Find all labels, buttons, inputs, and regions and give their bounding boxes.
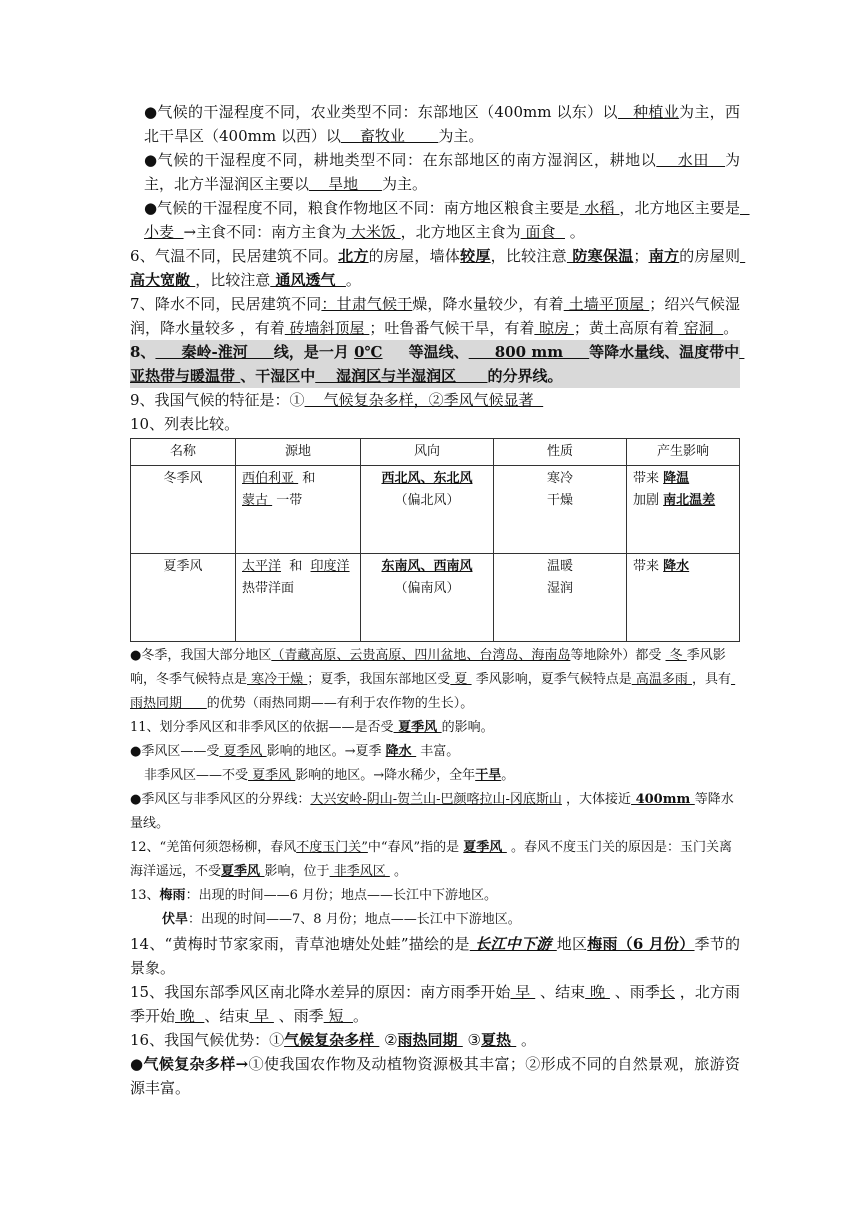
text-run: ，北方地区主要是	[619, 199, 740, 217]
text-run: ●气候复杂多样→	[130, 1055, 249, 1073]
text-run: 早	[510, 983, 536, 1001]
text-run: 降水	[385, 744, 417, 759]
text-run: ，大体接近	[561, 792, 632, 807]
text-run: 、雨季	[273, 1007, 324, 1025]
item-13-fuhan	[130, 908, 740, 932]
text-run: 气候复杂多样	[284, 1031, 380, 1049]
text-run: 、雨季	[609, 983, 660, 1001]
header-wind: 风向	[361, 439, 494, 466]
text-run: 水稻	[579, 199, 620, 217]
text-run: （青藏高原、云贵高原、四川盆地、台湾岛、海南岛	[271, 648, 571, 663]
table-row	[131, 466, 740, 554]
text-run: 晚	[585, 983, 610, 1001]
text-run: 大米饭	[346, 223, 401, 241]
text-run: 13、	[130, 888, 160, 903]
text-run: ，北方地区主食为	[400, 223, 521, 241]
text-run: 雨热同期	[397, 1031, 463, 1049]
text-run: 、结束	[204, 1007, 250, 1025]
text-run: 。	[345, 271, 361, 289]
text-run: 冬	[665, 648, 687, 663]
text-run: 的分界线。	[487, 367, 563, 385]
text-run: 为主，北方半湿润区主要以	[144, 151, 740, 193]
document-page	[130, 100, 750, 1100]
item-14	[130, 932, 740, 980]
cell-nature	[494, 466, 627, 554]
text-run: 寒冷	[546, 471, 573, 486]
text-run: ：甘肃气候干	[321, 295, 413, 313]
text-run: ，比较注意	[195, 271, 271, 289]
text-run: 梅雨	[159, 888, 186, 903]
header-name: 名称	[131, 439, 236, 466]
text-run: 加剧	[633, 493, 664, 508]
text-run: 9、我国气候的特征是：①	[130, 391, 305, 409]
header-nature: 性质	[494, 439, 627, 466]
text-run: 0℃	[354, 343, 383, 361]
item-10	[130, 412, 740, 436]
text-run: ；吐鲁番气候干旱，有着	[369, 319, 535, 337]
header-impact: 产生影响	[627, 439, 740, 466]
text-run: 等温线、	[382, 343, 469, 361]
boundary-line-note	[130, 788, 740, 836]
text-run: 影响的地区。→夏季	[266, 744, 386, 759]
cell-name: 夏季风	[131, 554, 236, 642]
text-run: 晾房	[534, 319, 574, 337]
text-run: ：出现的时间——7、8 月份；地点——长江中下游地区。	[188, 912, 521, 927]
text-run: 早	[249, 1007, 274, 1025]
text-run: 一带	[272, 493, 303, 508]
text-run: 秦岭-淮河	[155, 343, 274, 361]
text-run: 6、气温不同，民居建筑不同。	[130, 247, 339, 265]
text-run: 夏热	[481, 1031, 517, 1049]
text-run: ①使我国农作物及动植物资源极其丰富；②形成不同的自然景观，旅游资源丰富。	[130, 1055, 740, 1097]
text-run: 降水	[663, 559, 690, 574]
text-run: 短	[323, 1007, 353, 1025]
text-run: 夏	[450, 672, 472, 687]
text-run: 南北温差	[663, 493, 716, 508]
text-run: 的影响。	[441, 720, 494, 735]
text-run: 和	[281, 559, 311, 574]
item-6	[130, 244, 746, 292]
text-run: 15、我国东部季风区南北降水差异的原因：南方雨季开始	[130, 983, 511, 1001]
cell-nature	[494, 554, 627, 642]
text-run: 800 mm	[468, 343, 590, 361]
text-run: 东南风、西南风	[381, 559, 473, 574]
text-run: ；绍兴气候湿润，降水量较多 ，有着	[130, 295, 740, 337]
text-run: 为主。	[438, 127, 484, 145]
text-run: 、结束	[535, 983, 586, 1001]
monsoon-region-note	[130, 740, 740, 764]
text-run: 长江中下游	[469, 935, 557, 953]
text-run: 面食	[520, 223, 565, 241]
text-run: 种植业	[617, 103, 680, 121]
text-run: 的房屋，墙体	[368, 247, 461, 265]
text-run: 热带洋面	[242, 559, 354, 596]
text-run: 影响的地区。→降水稀少，全年	[295, 768, 476, 783]
text-run: 的房屋则	[679, 247, 740, 265]
text-run: 通风透气	[270, 271, 346, 289]
winter-summer-note	[130, 644, 740, 716]
text-run: 太平洋	[242, 559, 282, 574]
cell-source	[236, 466, 361, 554]
text-run: 的优势（雨热同期——有利于农作物的生长）。	[206, 696, 474, 711]
text-run: 夏季风	[221, 864, 265, 879]
text-run: 14、“黄梅时节家家雨，青草池塘处处蛙”描绘的是	[130, 935, 470, 953]
text-run: 夏季风	[219, 744, 267, 759]
text-run: ；	[633, 247, 649, 265]
item-16	[130, 1028, 740, 1052]
item-9	[130, 388, 740, 412]
text-run: 。春风不度玉门关的原因是：玉门关离海洋遥远，不受	[130, 840, 732, 879]
text-run: 水田	[656, 151, 725, 169]
text-run: 11、划分季风区和非季风区的依据——是否受	[130, 720, 394, 735]
text-run: ；黄土高原有着	[573, 319, 679, 337]
cell-impact	[627, 554, 740, 642]
text-run: ●气候的干湿程度不同，粮食作物地区不同：南方地区粮食主要是	[144, 199, 580, 217]
text-run: 为主。	[381, 175, 427, 193]
text-run: 带来	[633, 559, 664, 574]
text-run: 夏季风	[463, 840, 507, 855]
text-run: 雨热同期	[130, 672, 736, 711]
text-run: ●气候的干湿程度不同，农业类型不同：东部地区（400mm 以东）以	[144, 103, 618, 121]
cell-impact	[627, 466, 740, 554]
item-11	[130, 716, 740, 740]
text-run: ：出现的时间——6 月份；地点——长江中下游地区。	[185, 888, 497, 903]
text-run: 梅雨（6 月份）	[587, 935, 695, 953]
text-run: 湿润区与半湿润区	[315, 367, 488, 385]
text-run: 干燥	[546, 493, 573, 508]
text-run: 温暖	[546, 559, 573, 574]
table-header-row	[131, 439, 740, 466]
item-7	[130, 292, 740, 340]
text-run: 中“春风”指的是	[367, 840, 464, 855]
text-run: 等降水量线、温度带中	[589, 343, 740, 361]
text-run: 和	[298, 471, 316, 486]
text-run: 伏旱	[162, 912, 189, 927]
text-run: 。	[516, 1031, 537, 1049]
text-run: 丰富。	[416, 744, 460, 759]
text-run: ；夏季，我国东部地区受	[307, 672, 451, 687]
text-run: 。	[723, 319, 739, 337]
cell-source	[236, 554, 361, 642]
text-run: 。	[389, 864, 407, 879]
text-run: 非季风区——不受	[144, 768, 249, 783]
text-run: ●气候的干湿程度不同，耕地类型不同：在东部地区的南方湿润区，耕地以	[144, 151, 657, 169]
cell-name: 冬季风	[131, 466, 236, 554]
text-run: 高温多雨	[631, 672, 692, 687]
text-run: 晚	[175, 1007, 205, 1025]
item-13	[130, 884, 740, 908]
text-run: 西北风、东北风	[381, 471, 473, 486]
table-row	[131, 554, 740, 642]
text-run: 非季风区	[329, 864, 390, 879]
non-monsoon-region-note	[130, 764, 740, 788]
climate-diversity-note	[130, 1052, 740, 1100]
text-run: 土墙平顶屋	[563, 295, 650, 313]
text-run: 燥，降水量较少，有着	[412, 295, 564, 313]
text-run: 地区	[556, 935, 588, 953]
text-run: 蒙古	[242, 493, 273, 508]
climate-farmland-line	[130, 148, 740, 196]
text-run: 季风影响，夏季气候特点是	[471, 672, 632, 687]
text-run: 季节的景象。	[130, 935, 740, 977]
text-run: →主食不同：南方主食为	[183, 223, 347, 241]
text-run: 窑洞	[678, 319, 724, 337]
text-run: 干旱	[475, 768, 502, 783]
text-run: 不度玉门关”	[296, 840, 368, 855]
text-run: 较厚	[460, 247, 491, 265]
text-run: 等降水量线。	[130, 792, 734, 831]
text-run: 南方	[648, 247, 680, 265]
header-source: 源地	[236, 439, 361, 466]
text-run: 寒冷干燥	[247, 672, 308, 687]
text-run: ，具有	[691, 672, 731, 687]
text-run: 。	[565, 223, 585, 241]
item-8	[130, 340, 745, 388]
text-run: 12、“羌笛何须怨杨柳，春风	[130, 840, 297, 855]
text-run: 防寒保温	[566, 247, 634, 265]
text-run: 长	[659, 983, 675, 1001]
text-run: 等地除外）都受	[570, 648, 666, 663]
item-12	[130, 836, 740, 884]
text-run: 7、降水不同，民居建筑不同	[130, 295, 322, 313]
text-run: ●季风区——受	[130, 744, 220, 759]
text-run: （偏北风）	[394, 493, 460, 508]
text-run: 10、列表比较。	[130, 415, 240, 433]
text-run: 湿润	[546, 581, 573, 596]
text-run: 印度洋	[310, 559, 350, 574]
text-run: 亚热带与暖温带	[130, 343, 745, 385]
text-run: 气候复杂多样，②季风气候显著	[304, 391, 544, 409]
text-run: 大兴安岭-阴山-贺兰山-巴颜喀拉山-冈底斯山	[310, 792, 562, 807]
text-run: ②	[379, 1031, 398, 1049]
text-run: 季风影响，冬季气候特点是	[130, 648, 726, 687]
text-run: 旱地	[309, 175, 382, 193]
text-run: 16、我国气候优势：①	[130, 1031, 285, 1049]
text-run: 砖墙斜顶屋	[284, 319, 370, 337]
text-run: 、干湿区中	[240, 367, 316, 385]
text-run: 影响，位于	[264, 864, 330, 879]
text-run: ●冬季，我国大部分地区	[130, 648, 272, 663]
cell-wind	[361, 466, 494, 554]
text-run: ●季风区与非季风区的分界线：	[130, 792, 311, 807]
text-run: 。	[352, 1007, 368, 1025]
text-run: 畜牧业	[340, 127, 439, 145]
text-run: 北方	[338, 247, 369, 265]
text-run: 夏季风	[248, 768, 296, 783]
text-run: 线，是一月	[273, 343, 355, 361]
cell-wind	[361, 554, 494, 642]
text-run: 8、	[130, 343, 156, 361]
text-run: 。	[501, 768, 515, 783]
monsoon-comparison-table	[130, 438, 740, 642]
text-run: 降温	[663, 471, 690, 486]
text-run: （偏南风）	[394, 581, 460, 596]
climate-agriculture-line	[130, 100, 740, 148]
item-15	[130, 980, 740, 1028]
text-run: ，北方雨季开始	[130, 983, 740, 1025]
text-run: 为主，西北干旱区（400mm 以西）以	[144, 103, 740, 145]
text-run: 小麦	[144, 199, 750, 241]
text-run: 西伯利亚	[242, 471, 299, 486]
text-run: 夏季风	[393, 720, 442, 735]
text-run: ，比较注意	[490, 247, 567, 265]
climate-crops-line	[130, 196, 750, 244]
text-run: 带来	[633, 471, 664, 486]
text-run: ③	[462, 1031, 481, 1049]
text-run: 高大宽敞	[130, 247, 746, 289]
text-run: 400mm	[631, 792, 695, 807]
